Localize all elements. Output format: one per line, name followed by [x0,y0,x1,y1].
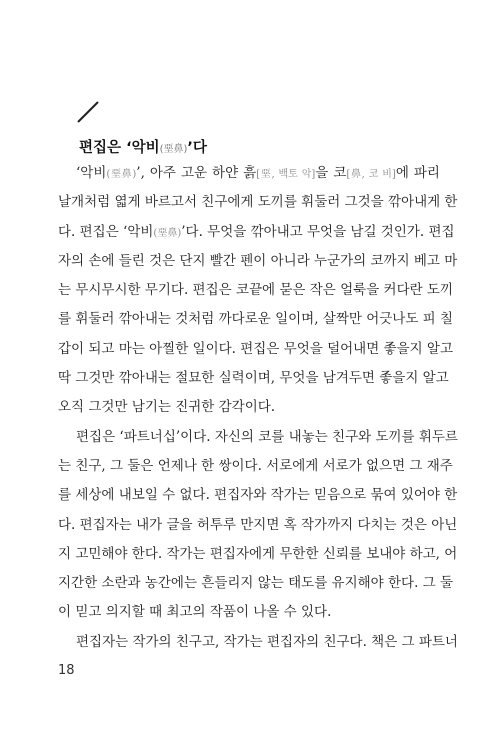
text-segment: 딱 그것만 깎아내는 절묘한 실력이며, 무엇을 남겨두면 좋을지 알고 [58,370,449,387]
text-line [58,569,454,598]
hanja-annotation: [鼻, 코 비] [346,169,396,180]
hanja-annotation: [堊, 백토 악] [256,169,316,180]
text-segment: 을 코 [315,165,347,181]
text-segment: 날개처럼 엷게 바르고서 친구에게 도끼를 휘둘러 그것을 깎아내게 한 [58,194,458,211]
text-segment: 는 친구, 그 둘은 언제나 한 쌍이다. 서로에게 서로가 없으면 그 재주 [58,457,453,474]
text-line [58,218,455,247]
text-line [58,305,454,334]
text-segment: 를 휘둘러 깎아내는 것처럼 까다로운 일이며, 살짝만 어긋나도 피 칠 [58,311,454,328]
text-line [58,511,458,540]
text-line [58,247,458,276]
text-line [58,335,454,364]
text-line [58,364,449,393]
hanja-annotation: (堊鼻) [153,227,182,239]
text-line [58,276,454,305]
text-line [58,628,458,657]
body-text [58,159,458,657]
text-segment: 자의 손에 들린 것은 단지 빨간 펜이 아니라 누군가의 코까지 베고 마 [58,252,458,269]
page-number: 18 [58,663,75,678]
text-segment: 편집자는 작가의 친구고, 작가는 편집자의 친구다. 책은 그 파트너 [76,633,458,650]
heading-hanja: (堊鼻) [159,144,188,155]
text-segment: 이 믿고 의지할 때 최고의 작품이 나올 수 있다. [58,604,332,621]
text-segment: 편집은 ‘파트너십’이다. 자신의 코를 내놓는 친구와 도끼를 휘두르 [76,428,458,445]
hanja-annotation: (堊鼻) [106,169,137,180]
heading-prefix: 편집은 ‘악비 [79,140,160,156]
text-line [58,423,458,452]
text-segment: ‘악비 [76,165,107,181]
text-line [58,540,458,569]
text-segment: 다. 편집은 ‘악비 [58,223,154,240]
text-segment: 에 파리 [395,165,440,181]
text-segment: 오직 그것만 남기는 진귀한 감각이다. [58,399,276,416]
text-segment: 지 고민해야 한다. 작가는 편집자에게 무한한 신뢰를 보내야 하고, 어 [58,545,458,562]
text-line [58,481,458,510]
section-heading [79,136,207,157]
text-segment: 를 세상에 내보일 수 없다. 편집자와 작가는 믿음으로 묶여 있어야 한 [58,487,458,504]
text-segment: 다. 편집자는 내가 글을 허투루 만지면 혹 작가까지 다치는 것은 아닌 [58,516,458,533]
heading-suffix: ’다 [187,140,207,156]
text-line [58,188,458,217]
text-segment: ’다. 무엇을 깎아내고 무엇을 남길 것인가. 편집 [181,223,455,240]
text-segment: ’, 아주 고운 하얀 흙 [136,165,257,181]
section-slash-mark [76,100,100,124]
text-segment: 갑이 되고 마는 아찔한 일이다. 편집은 무엇을 덜어내면 좋을지 알고 [58,340,454,357]
text-line [58,452,453,481]
text-line [58,159,440,188]
text-line [58,393,440,422]
text-segment: 는 무시무시한 무기다. 편집은 코끝에 묻은 작은 얼룩을 커다란 도끼 [58,282,454,299]
text-segment: 지간한 소란과 농간에는 흔들리지 않는 태도를 유지해야 한다. 그 둘 [58,575,454,592]
text-line [58,598,440,627]
